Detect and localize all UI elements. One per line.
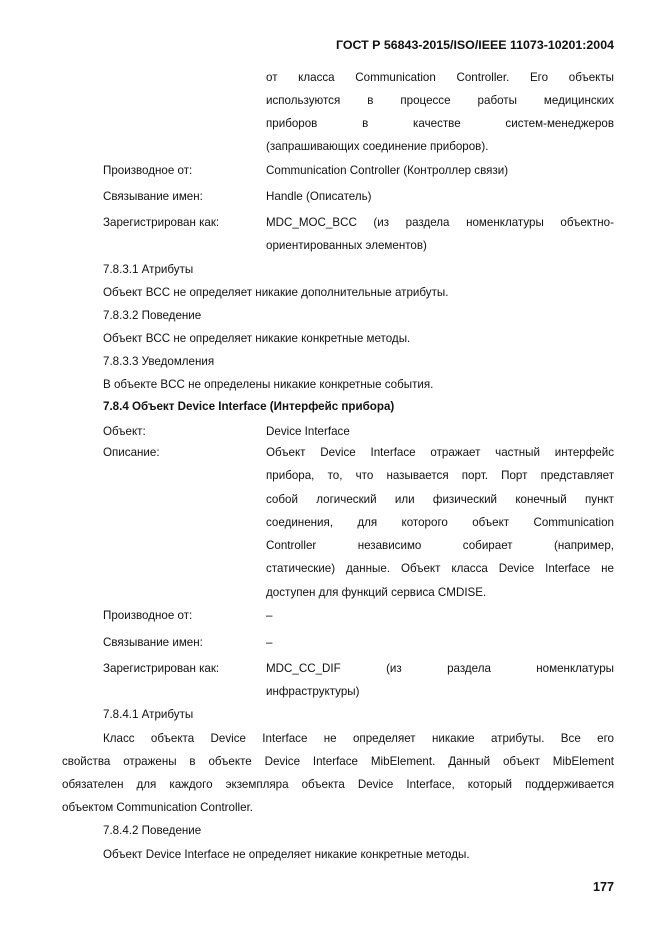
di-description-line: доступен для функций сервиса CMDISE.	[266, 586, 487, 599]
page-number: 177	[592, 880, 614, 894]
di-naming-label: Связывание имен:	[103, 636, 203, 649]
section-text-7841-line: объектом Communication Controller.	[62, 801, 254, 814]
bcc-derived-value: Communication Controller (Контроллер связи)	[266, 164, 509, 177]
section-text-7841-line: Класс объекта Device Interface не определяет никакие атрибуты. Все его	[103, 732, 614, 745]
section-text-7831: Объект BCC не определяет никакие дополнительные атрибуты.	[103, 286, 449, 299]
section-text-7832: Объект BCC не определяет никакие конкретные методы.	[103, 332, 411, 345]
di-description-line: Объект Device Interface отражает частный интерфейс	[266, 446, 614, 459]
bcc-registered-line: MDC_MOC_BCC (из раздела номенклатуры объектно-	[266, 216, 614, 229]
section-heading-784: 7.8.4 Объект Device Interface (Интерфейс прибора)	[103, 400, 395, 413]
bcc-description-line: (запрашивающих соединение приборов).	[266, 140, 489, 153]
document-header: ГОСТ Р 56843-2015/ISO/IEEE 11073-10201:2004	[336, 38, 614, 52]
section-title-7833: 7.8.3.3 Уведомления	[103, 355, 215, 368]
bcc-description-line: от класса Communication Controller. Его объекты	[266, 71, 614, 84]
di-naming-value: –	[266, 636, 273, 649]
di-derived-value: –	[266, 609, 273, 622]
section-text-7841-line: обязателен для каждого экземпляра объекта Device Interface, который поддерживается	[62, 778, 614, 791]
di-description-label: Описание:	[103, 446, 160, 459]
section-text-7842: Объект Device Interface не определяет никакие конкретные методы.	[103, 848, 470, 861]
section-title-7842: 7.8.4.2 Поведение	[103, 824, 202, 837]
di-description-line: Controller независимо собирает (например,	[266, 539, 614, 552]
bcc-registered-label: Зарегистрирован как:	[103, 216, 220, 229]
bcc-description-line: приборов в качестве систем-менеджеров	[266, 117, 614, 130]
section-title-7841: 7.8.4.1 Атрибуты	[103, 708, 194, 721]
section-title-7832: 7.8.3.2 Поведение	[103, 309, 202, 322]
di-registered-line: инфраструктуры)	[266, 685, 360, 698]
bcc-description-line: используются в процессе работы медицинских	[266, 94, 614, 107]
section-text-7833: В объекте BCC не определены никакие конкретные события.	[103, 378, 434, 391]
di-registered-label: Зарегистрирован как:	[103, 662, 220, 675]
section-title-7831: 7.8.3.1 Атрибуты	[103, 263, 194, 276]
section-text-7841-line: свойства отражены в объекте Device Interface MibElement. Данный объект MibElement	[62, 755, 614, 768]
di-description-line: статические) данные. Объект класса Device Interface не	[266, 562, 614, 575]
bcc-naming-value: Handle (Описатель)	[266, 190, 372, 203]
di-description-line: соединения, для которого объект Communication	[266, 516, 614, 529]
bcc-naming-label: Связывание имен:	[103, 190, 203, 203]
bcc-derived-label: Производное от:	[103, 164, 193, 177]
bcc-registered-line: ориентированных элементов)	[266, 239, 427, 252]
di-object-value: Device Interface	[266, 425, 350, 438]
di-description-line: прибора, то, что называется порт. Порт представляет	[266, 469, 614, 482]
di-registered-line: MDC_CC_DIF (из раздела номенклатуры	[266, 662, 614, 675]
di-derived-label: Производное от:	[103, 609, 193, 622]
di-object-label: Объект:	[103, 425, 146, 438]
di-description-line: собой логический или физический конечный пункт	[266, 493, 614, 506]
